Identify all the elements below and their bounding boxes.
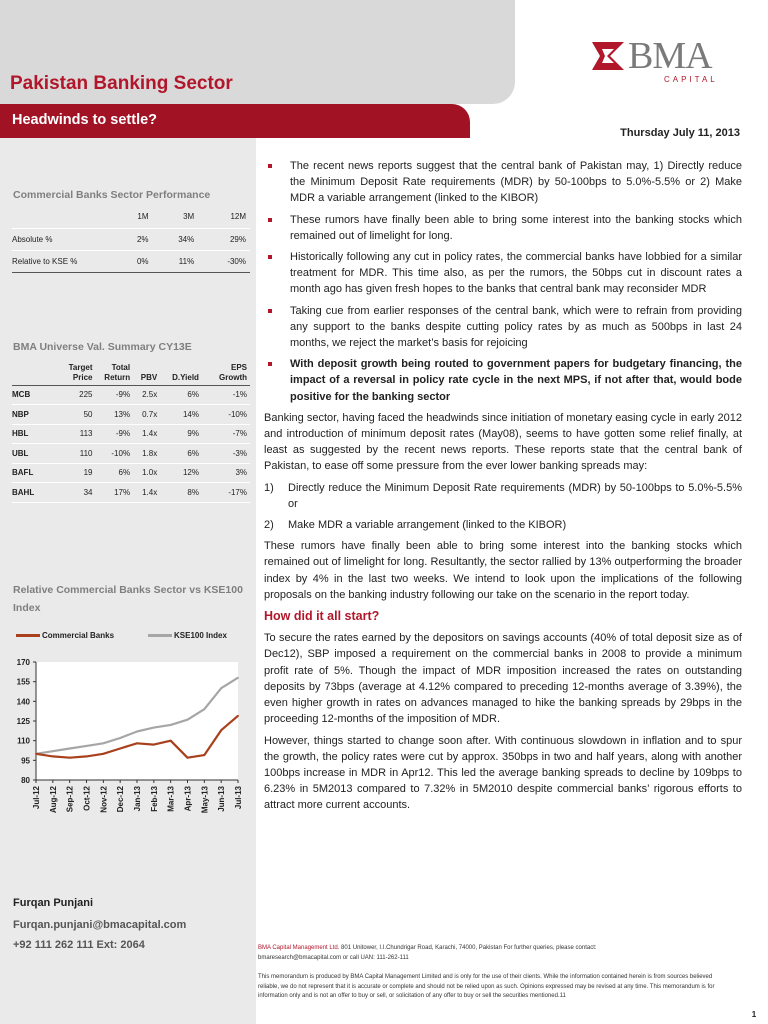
data-point-commercial-banks [102, 753, 104, 755]
legend-swatch [148, 634, 172, 637]
data-point-kse100 [52, 750, 54, 752]
data-point-commercial-banks [237, 715, 239, 717]
perf-cell: 29% [198, 228, 250, 250]
val-cell: 6% [96, 463, 134, 483]
perf-header: 12M [230, 212, 246, 222]
y-tick-label: 140 [16, 697, 30, 707]
val-cell: 12% [160, 463, 202, 483]
x-tick-label: Dec-12 [116, 786, 126, 813]
perf-cell: 34% [153, 228, 199, 250]
logo-subtitle: CAPITAL [664, 75, 718, 84]
data-point-kse100 [119, 737, 121, 739]
body-paragraph: These rumors have finally been able to bring some interest into the banking stocks which remained out of limelight for long. Resultantly, the sector rallied by 13% outperforming the broader index by 4% in the last two weeks. We intend to look upon the implications of the following proposals on the banking industry following our take on the scenario in the report today. [264, 540, 742, 601]
valuation-table [12, 359, 250, 503]
data-point-kse100 [153, 727, 155, 729]
val-header: EPS Growth [219, 362, 247, 382]
table-row [12, 385, 250, 405]
footer-company: BMA Capital Management Ltd. [258, 945, 340, 951]
x-tick-label: Aug-12 [48, 786, 58, 814]
x-tick-label: Apr-13 [183, 786, 193, 812]
body-paragraph: Banking sector, having faced the headwinds since initiation of monetary easing cycle in early 2012 and introduction of minimum deposit rates (May08), seems to have gotten some relief finally, at least as suggested by the recent news reports. These reports state that the central bank of Pakistan, to ease off some pressure from the ever lower banking spreads may: [264, 411, 742, 473]
val-cell: 50 [58, 405, 96, 425]
x-tick-label: Feb-13 [149, 786, 159, 812]
perf-header: 1M [137, 212, 149, 222]
val-cell: -17% [202, 483, 250, 503]
val-cell: MCB [12, 385, 58, 405]
table-row [12, 405, 250, 425]
data-point-kse100 [187, 719, 189, 721]
x-tick-label: Jul-12 [32, 786, 41, 810]
section-heading: How did it all start? [264, 609, 380, 624]
val-cell: 6% [160, 385, 202, 405]
data-point-commercial-banks [86, 756, 88, 758]
val-cell: 13% [96, 405, 134, 425]
val-cell: 225 [58, 385, 96, 405]
val-cell: 0.7x [133, 405, 160, 425]
table-row [12, 483, 250, 503]
val-cell: HBL [12, 424, 58, 444]
val-cell: 3% [202, 463, 250, 483]
y-tick-label: 110 [17, 736, 30, 746]
perf-cell: -30% [198, 250, 250, 272]
footer-email[interactable]: bmaresearch@bmacapital.com or call UAN: 111-262-111 [258, 954, 409, 961]
body-paragraph: To secure the rates earned by the depositors on savings accounts (40% of total deposit size as of Dec12), SBP imposed a requirement on the commercial banks in 2008 to provide a minimum profit rate of 5%. Though the impact of MDR imposition increased the rates on outstanding deposits by 73bps (average at 4.12% compared to preceding 12-months average of 3.39%), the even higher growth in rates on advances managed to hike the banking spreads by 29bps in the proceeding 12-months of the imposition of MDR. [264, 632, 742, 726]
footer-disclaimer: This memorandum is produced by BMA Capital Management Limited and is only for the use of their clients. While the information contained herein is from sources believed reliable, we do not represent that it is accurate or complete and should not be relied upon as such. Opinions expressed may be revised at any time. This memorandum is for information only and is not an offer to buy or sell, or solicitation of any offer to buy or sell the securities mentioned.11 [258, 974, 715, 999]
legend-swatch [16, 634, 40, 637]
x-tick-label: Jun-13 [217, 786, 227, 812]
val-cell: 14% [160, 405, 202, 425]
footer-contact [258, 944, 730, 963]
val-cell: 8% [160, 483, 202, 503]
report-subtitle: Headwinds to settle? [12, 112, 158, 128]
list-item [264, 517, 742, 533]
legend-label: Commercial Banks [42, 631, 115, 640]
x-tick-label: Nov-12 [99, 786, 109, 813]
val-header: D.Yield [172, 372, 199, 382]
y-tick-label: 80 [21, 776, 30, 785]
table-row [12, 444, 250, 464]
author-email[interactable]: Furqan.punjani@bmacapital.com [13, 919, 187, 931]
list-text: Directly reduce the Minimum Deposit Rate requirements (MDR) by 50-100bps to 5.0%-5.5% or [288, 481, 742, 510]
val-cell: 2.5x [133, 385, 160, 405]
val-header: Target Price [68, 362, 93, 382]
val-cell: 1.0x [133, 463, 160, 483]
logo-wordmark: BMA [628, 35, 712, 77]
list-number: 2) [264, 519, 274, 532]
page-number: 1 [751, 1010, 757, 1019]
data-point-kse100 [220, 687, 222, 689]
bma-capital-logo [590, 35, 750, 88]
val-cell: 1.4x [133, 483, 160, 503]
perf-header: 3M [183, 212, 195, 222]
val-cell: BAFL [12, 463, 58, 483]
x-tick-label: Sep-12 [65, 786, 75, 813]
data-point-commercial-banks [35, 753, 37, 755]
val-header [12, 359, 58, 385]
author-name: Furqan Punjani [13, 897, 94, 909]
bullet-item: These rumors have finally been able to bring some interest into the banking stocks which remained out of limelight for long. [264, 212, 742, 244]
data-point-commercial-banks [119, 748, 121, 750]
val-cell: 17% [96, 483, 134, 503]
val-cell: 34 [58, 483, 96, 503]
data-point-commercial-banks [69, 757, 71, 759]
bullet-item: The recent news reports suggest that the central bank of Pakistan may, 1) Directly reduce the Minimum Deposit Rate requirements (MDR) by 50-100bps to 5.0%-5.5% or 2) Make MDR a variable arrangement (linked to the KIBOR) [264, 158, 742, 207]
x-tick-label: May-13 [200, 786, 210, 814]
perf-cell: 11% [153, 250, 199, 272]
y-tick-label: 170 [16, 658, 30, 667]
line-chart [0, 650, 256, 830]
data-point-commercial-banks [52, 756, 54, 758]
data-point-kse100 [170, 724, 172, 726]
performance-table [12, 212, 250, 273]
val-cell: -7% [202, 424, 250, 444]
author-phone: +92 111 262 111 Ext: 2064 [13, 939, 145, 951]
legend-item-commercial-banks [16, 631, 114, 640]
x-tick-label: Mar-13 [166, 786, 176, 812]
data-point-commercial-banks [187, 757, 189, 759]
list-item [264, 480, 742, 512]
table-row [12, 463, 250, 483]
data-point-kse100 [102, 742, 104, 744]
val-cell: 6% [160, 444, 202, 464]
footer-address: 801 Unitower, I.I.Chundrigar Road, Karachi, 74000, Pakistan For further queries, please contact: [339, 945, 597, 951]
bullet-item: Taking cue from earlier responses of the central bank, which were to refrain from providing any support to the banks despite cutting policy rates by as much as 500bps in last 24 months, we reject the market’s basis for rejoicing [264, 303, 742, 352]
key-points-list [264, 158, 742, 405]
body-paragraph: However, things started to change soon after. With continuous slowdown in inflation and to spur the growth, the policy rates were cut by approx. 350bps in two and half years, along with another 100bps increase in MDR in Apr12. This led the average banking spreads to decline by 109bps to 6.23% in 5M2013 compared to 7.32% in 5M2010 despite commercial banks’ rigorous efforts to attract more current accounts. [264, 734, 742, 812]
val-cell: 110 [58, 444, 96, 464]
data-point-commercial-banks [136, 742, 138, 744]
val-cell: -10% [202, 405, 250, 425]
footer [258, 944, 730, 1012]
data-point-kse100 [69, 748, 71, 750]
val-cell: UBL [12, 444, 58, 464]
perf-header [12, 212, 117, 228]
val-cell: 19 [58, 463, 96, 483]
data-point-commercial-banks [153, 744, 155, 746]
table-row [12, 250, 250, 272]
val-header: PBV [140, 372, 158, 382]
chart-title: Relative Commercial Banks Sector vs KSE100 Index [13, 584, 243, 614]
legend-label: KSE100 Index [174, 631, 227, 640]
y-tick-label: 125 [16, 717, 30, 726]
legend-item-kse100 [148, 631, 227, 640]
x-tick-label: Jan-13 [133, 786, 142, 812]
val-cell: -9% [96, 385, 134, 405]
val-cell: 9% [160, 424, 202, 444]
data-point-kse100 [203, 708, 205, 710]
val-cell: -9% [96, 424, 134, 444]
data-point-kse100 [136, 731, 138, 733]
performance-title: Commercial Banks Sector Performance [13, 189, 211, 201]
data-point-kse100 [86, 745, 88, 747]
plot-area [36, 662, 238, 780]
val-cell: -10% [96, 444, 134, 464]
report-date: Thursday July 11, 2013 [620, 127, 740, 139]
x-tick-label: Jul-13 [234, 786, 243, 810]
data-point-kse100 [237, 677, 239, 679]
val-cell: -3% [202, 444, 250, 464]
bullet-item: With deposit growth being routed to government papers for budgetary financing, the impact of a reversal in policy rate cycle in the next MPS, if not after that, would bode positive for the banking sector [264, 356, 742, 405]
table-row [12, 228, 250, 250]
list-text: Make MDR a variable arrangement (linked to the KIBOR) [288, 519, 567, 532]
data-point-commercial-banks [170, 740, 172, 742]
bullet-item: Historically following any cut in policy rates, the commercial banks have lobbied for a similar treatment for MDR. This time also, as per the rumors, the 50bps cut in discount rates a month ago has given fresh hopes to the banks that central bank may reconsider MDR [264, 249, 742, 298]
main-content [264, 158, 742, 819]
val-cell: 1.8x [133, 444, 160, 464]
data-point-commercial-banks [220, 729, 222, 731]
y-tick-label: 155 [16, 677, 30, 687]
val-header: Total Return [104, 362, 131, 382]
perf-cell: 0% [117, 250, 153, 272]
report-title: Pakistan Banking Sector [10, 73, 233, 94]
list-number: 1) [264, 481, 274, 494]
y-tick-label: 95 [21, 756, 30, 766]
bma-logo-mark-icon [590, 40, 626, 72]
val-cell: -1% [202, 385, 250, 405]
valuation-title: BMA Universe Val. Summary CY13E [13, 341, 192, 353]
table-row [12, 424, 250, 444]
val-cell: 1.4x [133, 424, 160, 444]
val-cell: BAHL [12, 483, 58, 503]
numbered-list [264, 480, 742, 534]
perf-cell: Relative to KSE % [12, 250, 117, 272]
val-cell: 113 [58, 424, 96, 444]
val-cell: NBP [12, 405, 58, 425]
perf-cell: Absolute % [12, 228, 117, 250]
perf-cell: 2% [117, 228, 153, 250]
x-tick-label: Oct-12 [82, 786, 92, 811]
data-point-commercial-banks [203, 754, 205, 756]
